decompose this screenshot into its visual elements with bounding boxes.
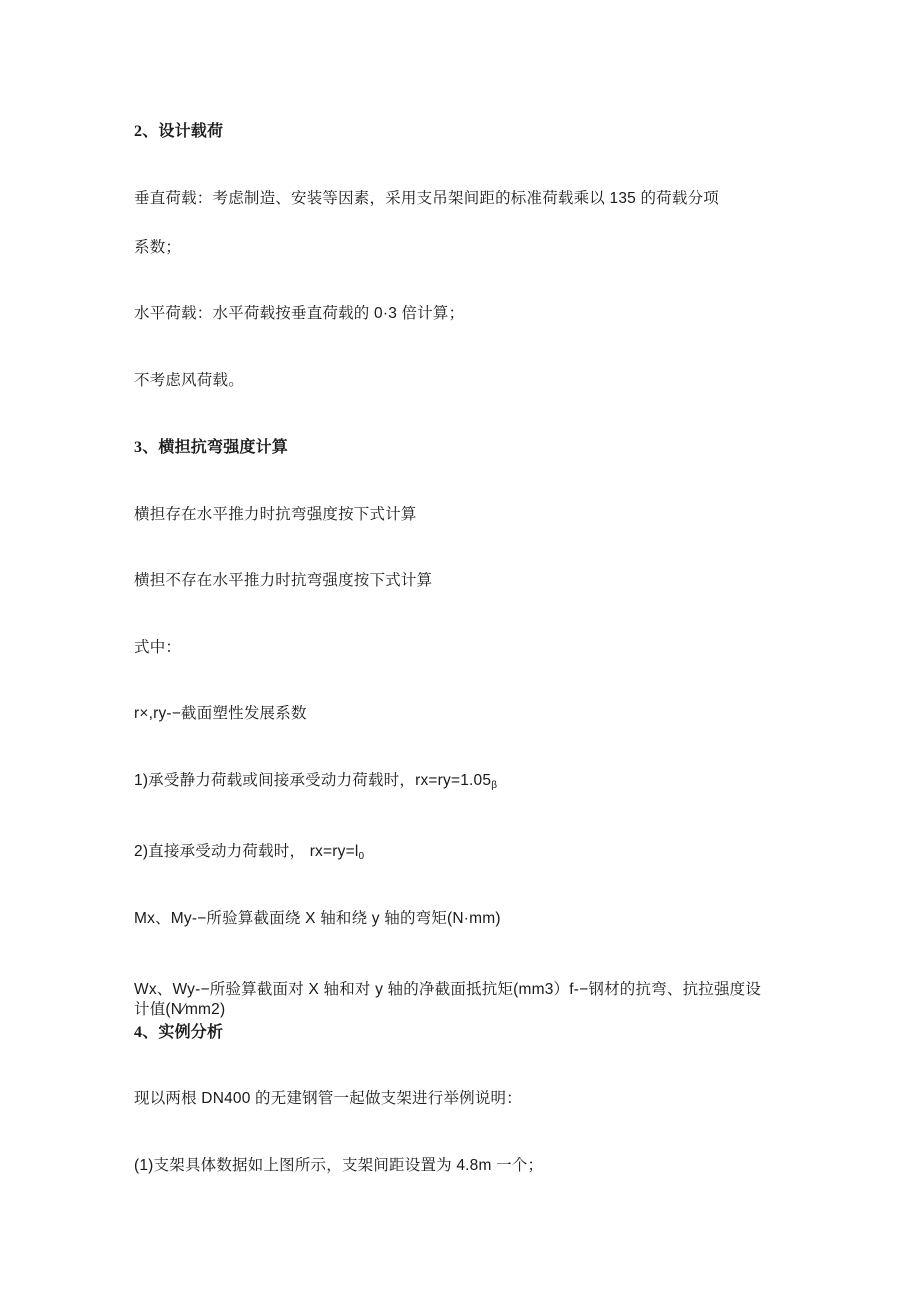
wind-load-text: 不考虑风荷载。 <box>134 372 244 389</box>
section-2-heading: 2、设计载荷 <box>134 123 224 140</box>
example-item-1-text: (1)支架具体数据如上图所示，支架间距设置为 4.8m 一个； <box>134 1157 544 1174</box>
vertical-load-text-cont: 系数； <box>134 239 182 256</box>
vertical-load-text: 垂直荷载：考虑制造、安装等因素，采用支吊架间距的标准荷载乘以 135 的荷载分项 <box>134 190 719 207</box>
wx-wy-definition: Wx、Wy-−所验算截面对 X 轴和对 y 轴的净截面抵抗矩(mm3）f-−钢材的抗弯、抗拉强度设计值(N∕mm2) <box>134 981 762 1018</box>
where-label: 式中： <box>134 639 182 656</box>
case-1-text <box>134 771 497 796</box>
example-intro-text: 现以两根 DN400 的无建钢管一起做支架进行举例说明： <box>134 1090 522 1107</box>
without-thrust-text: 横担不存在水平推力时抗弯强度按下式计算 <box>134 572 433 589</box>
horizontal-load-text: 水平荷载：水平荷载按垂直荷载的 0·3 倍计算； <box>134 305 465 322</box>
case-2-main: 2)直接承受动力荷载时， rx=ry=l <box>134 843 359 860</box>
rx-ry-definition: r×,ry-−截面塑性发展系数 <box>134 705 307 722</box>
case-2-subscript: 0 <box>358 851 365 862</box>
section-4-heading: 4、实例分析 <box>134 1024 224 1041</box>
case-1-main: 1)承受静力荷载或间接承受动力荷载时，rx=ry=1.05 <box>134 772 492 789</box>
case-1-subscript: β <box>491 780 498 791</box>
with-thrust-text: 横担存在水平推力时抗弯强度按下式计算 <box>134 506 417 523</box>
mx-my-definition: Mx、My-−所验算截面绕 X 轴和绕 y 轴的弯矩(N·mm) <box>134 910 501 927</box>
section-3-heading: 3、横担抗弯强度计算 <box>134 439 289 456</box>
case-2-text <box>134 842 364 867</box>
